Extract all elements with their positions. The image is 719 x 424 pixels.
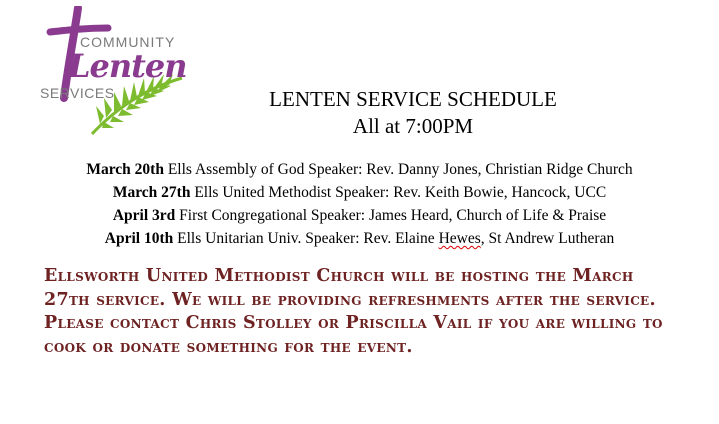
schedule-date: March 27th bbox=[112, 184, 191, 201]
schedule-date: April 10th bbox=[104, 230, 174, 247]
logo-line-community: COMMUNITY bbox=[80, 34, 176, 50]
logo-line-services: SERVICES bbox=[40, 85, 115, 101]
schedule-details: Ells United Methodist Speaker: Rev. Keith Bowie, Hancock, UCC bbox=[194, 184, 607, 201]
service-schedule-list bbox=[0, 158, 719, 250]
hosting-notice: Ellsworth United Methodist Church will be hosting the March 27th service. We will be providing refreshments after the service. Please contact Chris Stolley or Priscilla Vail if you are willing to cook or donate something for the event. bbox=[44, 266, 663, 357]
spellcheck-flagged-word: Hewes bbox=[438, 230, 481, 247]
community-lenten-services-logo bbox=[28, 6, 188, 138]
schedule-row bbox=[0, 204, 719, 227]
schedule-row bbox=[0, 158, 719, 181]
schedule-details: Ells Assembly of God Speaker: Rev. Danny Jones, Christian Ridge Church bbox=[167, 161, 633, 178]
page-subtitle: All at 7:00PM bbox=[352, 114, 474, 138]
schedule-header bbox=[220, 86, 606, 140]
schedule-date: April 3rd bbox=[112, 207, 176, 224]
schedule-row bbox=[0, 227, 719, 250]
schedule-date: March 20th bbox=[86, 161, 164, 178]
logo-line-lenten: Lenten bbox=[68, 47, 187, 85]
schedule-details: First Congregational Speaker: James Heard, Church of Life & Praise bbox=[179, 207, 607, 224]
schedule-row bbox=[0, 181, 719, 204]
schedule-details-pre: Ells Unitarian Univ. Speaker: Rev. Elaine bbox=[177, 230, 439, 247]
schedule-details-post: , St Andrew Lutheran bbox=[480, 230, 615, 247]
page-title: LENTEN SERVICE SCHEDULE bbox=[269, 87, 557, 111]
